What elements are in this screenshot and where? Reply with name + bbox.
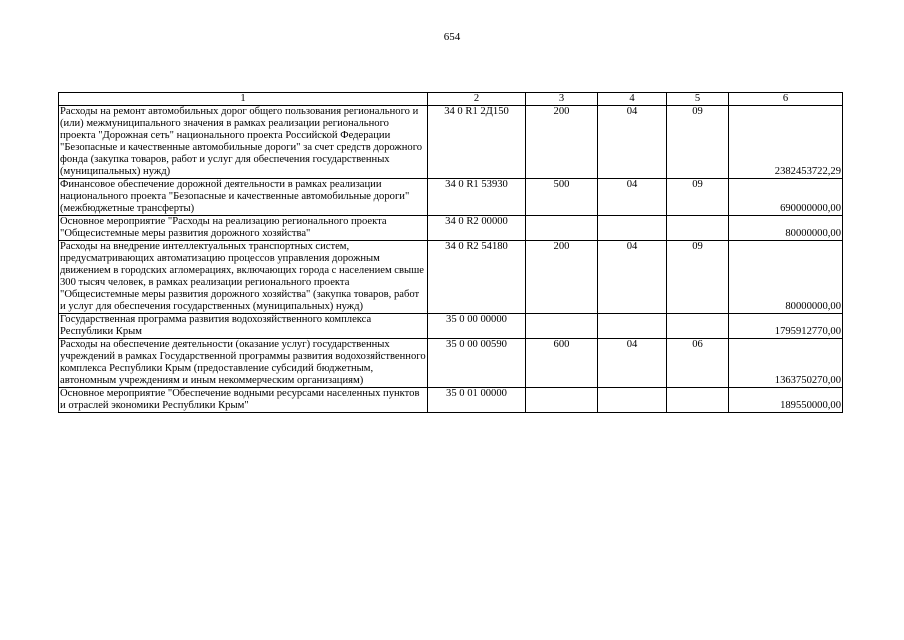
row-code-cell: 34 0 R2 54180 bbox=[428, 241, 526, 314]
row-name-cell: Расходы на ремонт автомобильных дорог общего пользования регионального и (или) межмуниципального значения в рамках реализации регионального проекта "Дорожная сеть" национального проекта Российской Федерации "Безопасные и качественные автомобильные дороги" за счет средств дорожного фонда (закупка товаров, работ и услуг для обеспечения государственных (муниципальных) нужд) bbox=[59, 106, 428, 179]
row-name-cell: Основное мероприятие "Расходы на реализацию регионального проекта "Общесистемные меры развития дорожного хозяйства" bbox=[59, 216, 428, 241]
budget-table bbox=[58, 92, 843, 413]
header-cell: 1 bbox=[59, 93, 428, 106]
row-name-cell: Финансовое обеспечение дорожной деятельности в рамках реализации национального проекта "Безопасные и качественные автомобильные дороги" (межбюджетные трансферты) bbox=[59, 179, 428, 216]
row-sum-cell: 80000000,00 bbox=[729, 241, 843, 314]
row-col4-cell: 04 bbox=[598, 106, 667, 179]
row-name-cell: Основное мероприятие "Обеспечение водными ресурсами населенных пунктов и отраслей экономики Республики Крым" bbox=[59, 388, 428, 413]
table-row bbox=[59, 388, 843, 413]
header-cell: 2 bbox=[428, 93, 526, 106]
row-col5-cell bbox=[667, 314, 729, 339]
row-col3-cell: 500 bbox=[526, 179, 598, 216]
table-row bbox=[59, 339, 843, 388]
table-row bbox=[59, 216, 843, 241]
row-name-cell: Государственная программа развития водохозяйственного комплекса Республики Крым bbox=[59, 314, 428, 339]
row-col5-cell bbox=[667, 388, 729, 413]
header-cell: 5 bbox=[667, 93, 729, 106]
row-name-cell: Расходы на внедрение интеллектуальных транспортных систем, предусматривающих автоматизацию процессов управления дорожным движением в городских агломерациях, включающих города с населением свыше 300 тысяч человек, в рамках реализации регионального проекта "Общесистемные меры развития дорожного хозяйства" (закупка товаров, работ и услуг для обеспечения государственных (муниципальных) нужд) bbox=[59, 241, 428, 314]
row-col5-cell: 09 bbox=[667, 241, 729, 314]
row-col5-cell: 06 bbox=[667, 339, 729, 388]
row-code-cell: 34 0 R2 00000 bbox=[428, 216, 526, 241]
table-row bbox=[59, 106, 843, 179]
row-col3-cell bbox=[526, 314, 598, 339]
row-col5-cell bbox=[667, 216, 729, 241]
row-col4-cell: 04 bbox=[598, 339, 667, 388]
row-code-cell: 34 0 R1 2Д150 bbox=[428, 106, 526, 179]
header-cell: 6 bbox=[729, 93, 843, 106]
row-col4-cell bbox=[598, 216, 667, 241]
header-cell: 4 bbox=[598, 93, 667, 106]
row-code-cell: 35 0 00 00590 bbox=[428, 339, 526, 388]
row-col5-cell: 09 bbox=[667, 106, 729, 179]
row-name-cell: Расходы на обеспечение деятельности (оказание услуг) государственных учреждений в рамках Государственной программы развития водохозяйственного комплекса Республики Крым (предоставление субсидий бюджетным, автономным учреждениям и иным некоммерческим организациям) bbox=[60, 339, 426, 386]
row-col4-cell: 04 bbox=[598, 241, 667, 314]
page-number: 654 bbox=[443, 31, 461, 43]
row-col4-cell: 04 bbox=[598, 179, 667, 216]
row-sum-cell: 1363750270,00 bbox=[729, 339, 843, 388]
row-code-cell: 35 0 01 00000 bbox=[428, 388, 526, 413]
row-col4-cell bbox=[598, 388, 667, 413]
row-code-cell: 34 0 R1 53930 bbox=[428, 179, 526, 216]
row-code-cell: 35 0 00 00000 bbox=[428, 314, 526, 339]
table-header-row bbox=[59, 93, 843, 106]
table-row bbox=[59, 241, 843, 314]
row-col3-cell bbox=[526, 388, 598, 413]
row-col4-cell bbox=[598, 314, 667, 339]
table-row bbox=[59, 314, 843, 339]
row-col3-cell: 600 bbox=[526, 339, 598, 388]
row-sum-cell: 1795912770,00 bbox=[729, 314, 843, 339]
row-sum-cell: 2382453722,29 bbox=[729, 106, 843, 179]
row-sum-cell: 690000000,00 bbox=[729, 179, 843, 216]
row-sum-cell: 80000000,00 bbox=[729, 216, 843, 241]
row-col3-cell: 200 bbox=[526, 106, 598, 179]
table-row bbox=[59, 179, 843, 216]
row-col5-cell: 09 bbox=[667, 179, 729, 216]
row-col3-cell: 200 bbox=[526, 241, 598, 314]
row-sum-cell: 189550000,00 bbox=[729, 388, 843, 413]
row-col3-cell bbox=[526, 216, 598, 241]
header-cell: 3 bbox=[526, 93, 598, 106]
